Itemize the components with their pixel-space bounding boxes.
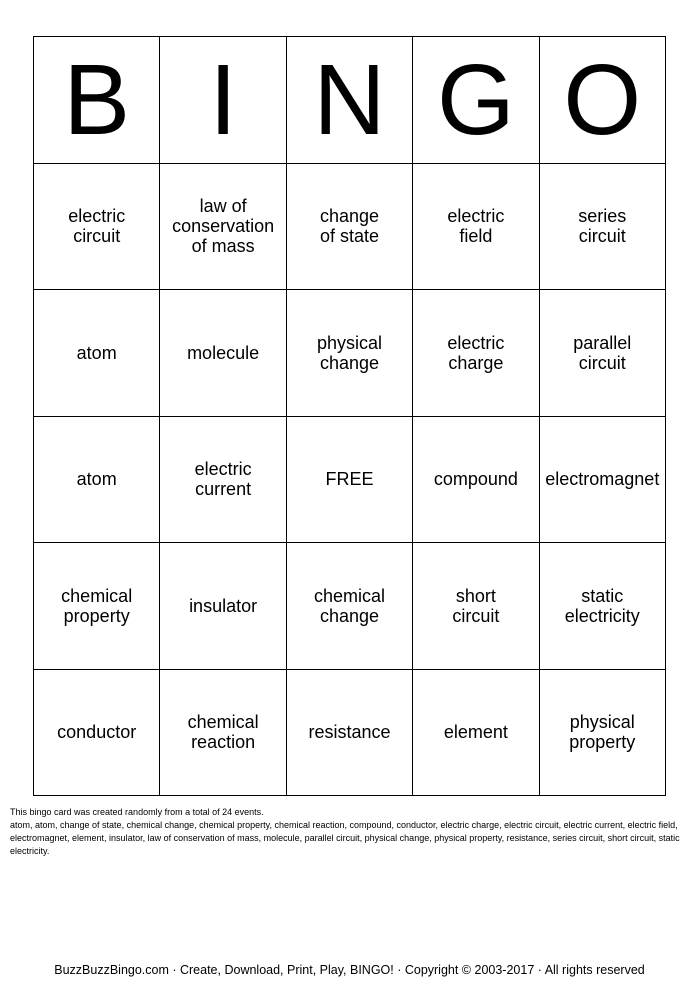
bingo-square: parallel circuit bbox=[540, 290, 666, 417]
header-letter-n: N bbox=[287, 37, 413, 164]
bingo-square: electric current bbox=[160, 417, 286, 544]
bingo-square: insulator bbox=[160, 543, 286, 670]
free-square: FREE bbox=[287, 417, 413, 544]
header-letter-i: I bbox=[160, 37, 286, 164]
bingo-square: physical change bbox=[287, 290, 413, 417]
bingo-square: chemical reaction bbox=[160, 670, 286, 797]
bingo-square: chemical change bbox=[287, 543, 413, 670]
copyright-footer: BuzzBuzzBingo.com · Create, Download, Print, Play, BINGO! · Copyright © 2003-2017 · All rights reserved bbox=[54, 963, 645, 977]
bingo-square: resistance bbox=[287, 670, 413, 797]
bingo-card bbox=[33, 36, 666, 796]
card-footnote bbox=[10, 806, 690, 858]
bingo-square: molecule bbox=[160, 290, 286, 417]
bingo-square: element bbox=[413, 670, 539, 797]
bingo-square: change of state bbox=[287, 164, 413, 291]
bingo-square: electromagnet bbox=[540, 417, 666, 544]
bingo-square: series circuit bbox=[540, 164, 666, 291]
bingo-square: conductor bbox=[34, 670, 160, 797]
footnote-event-list: atom, atom, change of state, chemical change, chemical property, chemical reaction, compound, conductor, electric charge, electric circuit, electric current, electric field, electromagnet, element, insulator, law of conservation of mass, molecule, parallel circuit, physical change, physical property, resistance, series circuit, short circuit, static electricity. bbox=[10, 820, 680, 856]
bingo-square: electric field bbox=[413, 164, 539, 291]
bingo-square: short circuit bbox=[413, 543, 539, 670]
bingo-square: law of conservation of mass bbox=[160, 164, 286, 291]
header-letter-g: G bbox=[413, 37, 539, 164]
bingo-square: compound bbox=[413, 417, 539, 544]
bingo-square: chemical property bbox=[34, 543, 160, 670]
bingo-square: physical property bbox=[540, 670, 666, 797]
header-letter-o: O bbox=[540, 37, 666, 164]
bingo-square: electric charge bbox=[413, 290, 539, 417]
bingo-square: atom bbox=[34, 417, 160, 544]
bingo-square: static electricity bbox=[540, 543, 666, 670]
bingo-square: electric circuit bbox=[34, 164, 160, 291]
header-letter-b: B bbox=[34, 37, 160, 164]
footnote-intro: This bingo card was created randomly from a total of 24 events. bbox=[10, 807, 264, 817]
bingo-square: atom bbox=[34, 290, 160, 417]
